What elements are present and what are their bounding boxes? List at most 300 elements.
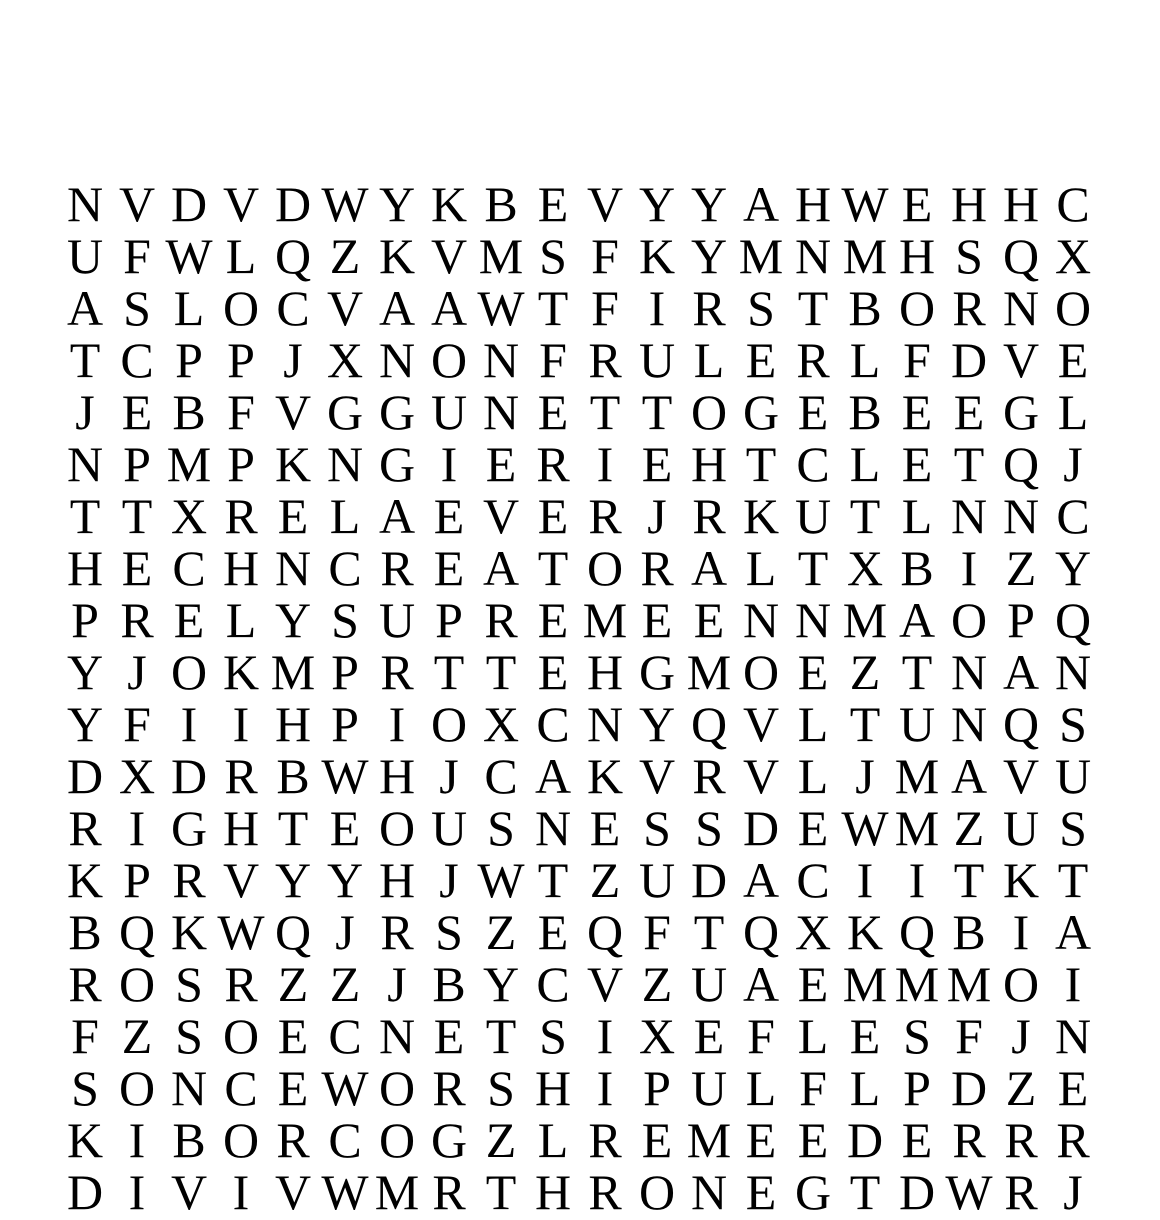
- grid-letter[interactable]: T: [693, 904, 725, 960]
- grid-letter[interactable]: C: [328, 1008, 362, 1064]
- grid-letter[interactable]: V: [1002, 332, 1040, 388]
- grid-letter[interactable]: W: [165, 228, 213, 284]
- grid-letter[interactable]: O: [430, 696, 468, 752]
- grid-letter[interactable]: V: [222, 852, 260, 908]
- grid-letter[interactable]: H: [378, 748, 416, 804]
- grid-letter[interactable]: W: [477, 852, 525, 908]
- grid-letter[interactable]: E: [901, 176, 933, 232]
- grid-letter[interactable]: R: [224, 748, 258, 804]
- grid-letter[interactable]: R: [588, 1112, 622, 1168]
- grid-letter[interactable]: L: [745, 1060, 777, 1116]
- grid-letter[interactable]: V: [638, 748, 676, 804]
- grid-letter[interactable]: K: [66, 852, 104, 908]
- grid-letter[interactable]: J: [75, 384, 95, 440]
- grid-letter[interactable]: S: [695, 800, 723, 856]
- grid-letter[interactable]: Q: [274, 904, 312, 960]
- grid-letter[interactable]: E: [745, 1112, 777, 1168]
- grid-letter[interactable]: F: [123, 228, 151, 284]
- grid-letter[interactable]: S: [955, 228, 983, 284]
- grid-letter[interactable]: B: [484, 176, 518, 232]
- grid-letter[interactable]: V: [1002, 748, 1040, 804]
- grid-letter[interactable]: R: [380, 644, 414, 700]
- grid-letter[interactable]: U: [794, 488, 832, 544]
- grid-letter[interactable]: Z: [1005, 540, 1037, 596]
- grid-letter[interactable]: U: [638, 332, 676, 388]
- grid-letter[interactable]: P: [1007, 592, 1035, 648]
- grid-letter[interactable]: J: [387, 956, 407, 1012]
- grid-letter[interactable]: L: [329, 488, 361, 544]
- grid-letter[interactable]: H: [534, 1164, 572, 1220]
- grid-letter[interactable]: F: [903, 332, 931, 388]
- grid-letter[interactable]: P: [435, 592, 463, 648]
- grid-letter[interactable]: S: [123, 280, 151, 336]
- grid-letter[interactable]: X: [1054, 228, 1092, 284]
- grid-letter[interactable]: B: [432, 956, 466, 1012]
- grid-letter[interactable]: U: [690, 1060, 728, 1116]
- grid-letter[interactable]: K: [274, 436, 312, 492]
- grid-letter[interactable]: A: [66, 280, 104, 336]
- grid-letter[interactable]: A: [742, 852, 780, 908]
- grid-letter[interactable]: P: [331, 696, 359, 752]
- grid-letter[interactable]: T: [121, 488, 153, 544]
- grid-letter[interactable]: C: [536, 696, 570, 752]
- grid-letter[interactable]: K: [846, 904, 884, 960]
- grid-letter[interactable]: E: [797, 800, 829, 856]
- grid-letter[interactable]: Q: [1002, 228, 1040, 284]
- grid-letter[interactable]: R: [692, 748, 726, 804]
- grid-letter[interactable]: E: [537, 176, 569, 232]
- grid-letter[interactable]: N: [274, 540, 312, 596]
- grid-letter[interactable]: O: [1054, 280, 1092, 336]
- grid-letter[interactable]: O: [170, 644, 208, 700]
- grid-letter[interactable]: M: [842, 592, 888, 648]
- grid-letter[interactable]: L: [745, 540, 777, 596]
- grid-letter[interactable]: O: [378, 1060, 416, 1116]
- grid-letter[interactable]: E: [537, 592, 569, 648]
- grid-letter[interactable]: P: [175, 332, 203, 388]
- grid-letter[interactable]: V: [742, 696, 780, 752]
- grid-letter[interactable]: B: [848, 384, 882, 440]
- grid-letter[interactable]: O: [378, 1112, 416, 1168]
- grid-letter[interactable]: Y: [690, 228, 728, 284]
- grid-letter[interactable]: W: [477, 280, 525, 336]
- grid-letter[interactable]: E: [641, 1112, 673, 1168]
- grid-letter[interactable]: C: [328, 540, 362, 596]
- grid-letter[interactable]: H: [222, 540, 260, 596]
- grid-letter[interactable]: J: [127, 644, 147, 700]
- grid-letter[interactable]: T: [849, 488, 881, 544]
- grid-letter[interactable]: K: [170, 904, 208, 960]
- grid-letter[interactable]: T: [953, 436, 985, 492]
- grid-letter[interactable]: D: [950, 1060, 988, 1116]
- grid-letter[interactable]: E: [277, 488, 309, 544]
- grid-letter[interactable]: N: [378, 332, 416, 388]
- grid-letter[interactable]: E: [537, 904, 569, 960]
- grid-letter[interactable]: W: [321, 176, 369, 232]
- grid-letter[interactable]: G: [1002, 384, 1040, 440]
- grid-letter[interactable]: A: [482, 540, 520, 596]
- grid-letter[interactable]: R: [224, 956, 258, 1012]
- grid-letter[interactable]: U: [1002, 800, 1040, 856]
- grid-letter[interactable]: X: [482, 696, 520, 752]
- grid-letter[interactable]: T: [485, 644, 517, 700]
- grid-letter[interactable]: B: [848, 280, 882, 336]
- grid-letter[interactable]: J: [855, 748, 875, 804]
- grid-letter[interactable]: P: [123, 852, 151, 908]
- grid-letter[interactable]: A: [378, 280, 416, 336]
- grid-letter[interactable]: Z: [953, 800, 985, 856]
- grid-letter[interactable]: E: [1057, 332, 1089, 388]
- grid-letter[interactable]: N: [326, 436, 364, 492]
- grid-letter[interactable]: R: [484, 592, 518, 648]
- grid-letter[interactable]: S: [435, 904, 463, 960]
- grid-letter[interactable]: V: [326, 280, 364, 336]
- grid-letter[interactable]: L: [537, 1112, 569, 1168]
- grid-letter[interactable]: Y: [66, 644, 104, 700]
- grid-letter[interactable]: S: [747, 280, 775, 336]
- grid-letter[interactable]: Y: [1054, 540, 1092, 596]
- grid-letter[interactable]: T: [745, 436, 777, 492]
- grid-letter[interactable]: T: [433, 644, 465, 700]
- grid-letter[interactable]: G: [378, 384, 416, 440]
- grid-letter[interactable]: C: [276, 280, 310, 336]
- grid-letter[interactable]: Q: [1002, 696, 1040, 752]
- grid-letter[interactable]: F: [71, 1008, 99, 1064]
- grid-letter[interactable]: P: [71, 592, 99, 648]
- grid-letter[interactable]: I: [596, 1060, 614, 1116]
- grid-letter[interactable]: O: [118, 1060, 156, 1116]
- grid-letter[interactable]: E: [537, 384, 569, 440]
- grid-letter[interactable]: A: [950, 748, 988, 804]
- grid-letter[interactable]: B: [900, 540, 934, 596]
- grid-letter[interactable]: S: [643, 800, 671, 856]
- grid-letter[interactable]: A: [534, 748, 572, 804]
- grid-letter[interactable]: S: [903, 1008, 931, 1064]
- grid-letter[interactable]: H: [222, 800, 260, 856]
- grid-letter[interactable]: M: [894, 748, 940, 804]
- grid-letter[interactable]: B: [952, 904, 986, 960]
- grid-letter[interactable]: E: [173, 592, 205, 648]
- grid-letter[interactable]: D: [690, 852, 728, 908]
- grid-letter[interactable]: H: [378, 852, 416, 908]
- grid-letter[interactable]: Q: [118, 904, 156, 960]
- grid-letter[interactable]: N: [1002, 488, 1040, 544]
- grid-letter[interactable]: J: [439, 748, 459, 804]
- grid-letter[interactable]: E: [277, 1008, 309, 1064]
- grid-letter[interactable]: M: [686, 1112, 732, 1168]
- grid-letter[interactable]: N: [690, 1164, 728, 1220]
- grid-letter[interactable]: Z: [121, 1008, 153, 1064]
- grid-letter[interactable]: T: [641, 384, 673, 440]
- grid-letter[interactable]: H: [274, 696, 312, 752]
- grid-letter[interactable]: I: [128, 800, 146, 856]
- grid-letter[interactable]: Z: [277, 956, 309, 1012]
- grid-letter[interactable]: H: [1002, 176, 1040, 232]
- grid-letter[interactable]: F: [747, 1008, 775, 1064]
- grid-letter[interactable]: R: [952, 1112, 986, 1168]
- grid-letter[interactable]: R: [380, 904, 414, 960]
- grid-letter[interactable]: E: [693, 1008, 725, 1064]
- grid-letter[interactable]: F: [591, 280, 619, 336]
- grid-letter[interactable]: F: [123, 696, 151, 752]
- grid-letter[interactable]: T: [485, 1164, 517, 1220]
- grid-letter[interactable]: Y: [690, 176, 728, 232]
- grid-letter[interactable]: Y: [638, 176, 676, 232]
- grid-letter[interactable]: V: [586, 176, 624, 232]
- grid-letter[interactable]: Z: [1005, 1060, 1037, 1116]
- grid-letter[interactable]: Y: [638, 696, 676, 752]
- grid-letter[interactable]: P: [227, 436, 255, 492]
- grid-letter[interactable]: J: [1063, 1164, 1083, 1220]
- grid-letter[interactable]: E: [797, 644, 829, 700]
- grid-letter[interactable]: U: [430, 384, 468, 440]
- grid-letter[interactable]: M: [842, 228, 888, 284]
- grid-letter[interactable]: T: [901, 644, 933, 700]
- grid-letter[interactable]: O: [222, 280, 260, 336]
- grid-letter[interactable]: N: [482, 384, 520, 440]
- grid-letter[interactable]: C: [1056, 176, 1090, 232]
- grid-letter[interactable]: S: [487, 800, 515, 856]
- grid-letter[interactable]: E: [537, 644, 569, 700]
- grid-letter[interactable]: I: [856, 852, 874, 908]
- grid-letter[interactable]: D: [274, 176, 312, 232]
- grid-letter[interactable]: W: [217, 904, 265, 960]
- grid-letter[interactable]: N: [378, 1008, 416, 1064]
- grid-letter[interactable]: T: [485, 1008, 517, 1064]
- grid-letter[interactable]: L: [225, 592, 257, 648]
- grid-letter[interactable]: R: [588, 1164, 622, 1220]
- grid-letter[interactable]: I: [596, 1008, 614, 1064]
- grid-letter[interactable]: F: [643, 904, 671, 960]
- grid-letter[interactable]: U: [430, 800, 468, 856]
- grid-letter[interactable]: C: [172, 540, 206, 596]
- grid-letter[interactable]: E: [277, 1060, 309, 1116]
- grid-letter[interactable]: M: [894, 800, 940, 856]
- grid-letter[interactable]: N: [794, 228, 832, 284]
- grid-letter[interactable]: K: [222, 644, 260, 700]
- grid-letter[interactable]: E: [797, 956, 829, 1012]
- grid-letter[interactable]: N: [950, 644, 988, 700]
- grid-letter[interactable]: D: [742, 800, 780, 856]
- grid-letter[interactable]: Q: [690, 696, 728, 752]
- grid-letter[interactable]: W: [321, 1060, 369, 1116]
- grid-letter[interactable]: J: [283, 332, 303, 388]
- grid-letter[interactable]: N: [170, 1060, 208, 1116]
- grid-letter[interactable]: C: [484, 748, 518, 804]
- grid-letter[interactable]: E: [797, 384, 829, 440]
- grid-letter[interactable]: E: [485, 436, 517, 492]
- grid-letter[interactable]: K: [66, 1112, 104, 1168]
- grid-letter[interactable]: N: [950, 696, 988, 752]
- grid-letter[interactable]: I: [128, 1112, 146, 1168]
- grid-letter[interactable]: X: [118, 748, 156, 804]
- grid-letter[interactable]: M: [686, 644, 732, 700]
- grid-letter[interactable]: T: [589, 384, 621, 440]
- grid-letter[interactable]: C: [796, 436, 830, 492]
- grid-letter[interactable]: K: [430, 176, 468, 232]
- grid-letter[interactable]: O: [222, 1008, 260, 1064]
- grid-letter[interactable]: Z: [329, 956, 361, 1012]
- grid-letter[interactable]: U: [1054, 748, 1092, 804]
- grid-letter[interactable]: J: [1063, 436, 1083, 492]
- grid-letter[interactable]: F: [955, 1008, 983, 1064]
- grid-letter[interactable]: M: [374, 1164, 420, 1220]
- grid-letter[interactable]: L: [693, 332, 725, 388]
- grid-letter[interactable]: M: [946, 956, 992, 1012]
- grid-letter[interactable]: H: [690, 436, 728, 492]
- grid-letter[interactable]: E: [953, 384, 985, 440]
- grid-letter[interactable]: O: [950, 592, 988, 648]
- grid-letter[interactable]: R: [276, 1112, 310, 1168]
- grid-letter[interactable]: V: [742, 748, 780, 804]
- grid-letter[interactable]: K: [638, 228, 676, 284]
- grid-letter[interactable]: H: [794, 176, 832, 232]
- grid-letter[interactable]: A: [742, 176, 780, 232]
- grid-letter[interactable]: R: [796, 332, 830, 388]
- grid-letter[interactable]: D: [950, 332, 988, 388]
- grid-letter[interactable]: I: [648, 280, 666, 336]
- grid-letter[interactable]: W: [841, 800, 889, 856]
- grid-letter[interactable]: C: [120, 332, 154, 388]
- grid-letter[interactable]: T: [797, 280, 829, 336]
- grid-letter[interactable]: D: [66, 1164, 104, 1220]
- grid-letter[interactable]: T: [1057, 852, 1089, 908]
- grid-letter[interactable]: L: [901, 488, 933, 544]
- grid-letter[interactable]: A: [898, 592, 936, 648]
- grid-letter[interactable]: L: [225, 228, 257, 284]
- grid-letter[interactable]: G: [742, 384, 780, 440]
- grid-letter[interactable]: M: [842, 956, 888, 1012]
- grid-letter[interactable]: Y: [274, 852, 312, 908]
- grid-letter[interactable]: A: [378, 488, 416, 544]
- grid-letter[interactable]: X: [794, 904, 832, 960]
- grid-letter[interactable]: E: [797, 1112, 829, 1168]
- grid-letter[interactable]: O: [742, 644, 780, 700]
- grid-letter[interactable]: M: [478, 228, 524, 284]
- grid-letter[interactable]: F: [799, 1060, 827, 1116]
- grid-letter[interactable]: I: [908, 852, 926, 908]
- grid-letter[interactable]: G: [378, 436, 416, 492]
- grid-letter[interactable]: L: [849, 436, 881, 492]
- grid-letter[interactable]: T: [69, 332, 101, 388]
- grid-letter[interactable]: Z: [849, 644, 881, 700]
- grid-letter[interactable]: S: [539, 1008, 567, 1064]
- grid-letter[interactable]: T: [849, 1164, 881, 1220]
- grid-letter[interactable]: C: [224, 1060, 258, 1116]
- grid-letter[interactable]: V: [118, 176, 156, 232]
- grid-letter[interactable]: O: [690, 384, 728, 440]
- grid-letter[interactable]: H: [66, 540, 104, 596]
- grid-letter[interactable]: M: [894, 956, 940, 1012]
- grid-letter[interactable]: P: [227, 332, 255, 388]
- grid-letter[interactable]: N: [950, 488, 988, 544]
- grid-letter[interactable]: N: [1054, 644, 1092, 700]
- grid-letter[interactable]: D: [170, 748, 208, 804]
- grid-letter[interactable]: V: [274, 384, 312, 440]
- grid-letter[interactable]: W: [321, 1164, 369, 1220]
- grid-letter[interactable]: E: [745, 1164, 777, 1220]
- grid-letter[interactable]: R: [120, 592, 154, 648]
- grid-letter[interactable]: R: [692, 488, 726, 544]
- grid-letter[interactable]: R: [172, 852, 206, 908]
- grid-letter[interactable]: R: [952, 280, 986, 336]
- grid-letter[interactable]: T: [797, 540, 829, 596]
- grid-letter[interactable]: P: [331, 644, 359, 700]
- grid-letter[interactable]: Z: [329, 228, 361, 284]
- grid-letter[interactable]: X: [326, 332, 364, 388]
- grid-letter[interactable]: E: [745, 332, 777, 388]
- grid-letter[interactable]: S: [175, 956, 203, 1012]
- grid-letter[interactable]: V: [482, 488, 520, 544]
- grid-letter[interactable]: C: [796, 852, 830, 908]
- grid-letter[interactable]: S: [1059, 696, 1087, 752]
- grid-letter[interactable]: S: [487, 1060, 515, 1116]
- grid-letter[interactable]: O: [378, 800, 416, 856]
- grid-letter[interactable]: M: [270, 644, 316, 700]
- grid-letter[interactable]: F: [591, 228, 619, 284]
- grid-letter[interactable]: A: [690, 540, 728, 596]
- grid-letter[interactable]: R: [68, 956, 102, 1012]
- grid-letter[interactable]: D: [66, 748, 104, 804]
- grid-letter[interactable]: J: [1011, 1008, 1031, 1064]
- grid-letter[interactable]: R: [432, 1060, 466, 1116]
- grid-letter[interactable]: H: [534, 1060, 572, 1116]
- grid-letter[interactable]: E: [641, 592, 673, 648]
- grid-letter[interactable]: U: [378, 592, 416, 648]
- grid-letter[interactable]: E: [433, 488, 465, 544]
- grid-letter[interactable]: D: [170, 176, 208, 232]
- grid-letter[interactable]: P: [123, 436, 151, 492]
- grid-letter[interactable]: R: [1056, 1112, 1090, 1168]
- grid-letter[interactable]: N: [66, 436, 104, 492]
- grid-letter[interactable]: A: [742, 956, 780, 1012]
- grid-letter[interactable]: E: [589, 800, 621, 856]
- grid-letter[interactable]: E: [641, 436, 673, 492]
- grid-letter[interactable]: T: [537, 540, 569, 596]
- grid-letter[interactable]: N: [534, 800, 572, 856]
- grid-letter[interactable]: U: [638, 852, 676, 908]
- grid-letter[interactable]: Q: [898, 904, 936, 960]
- grid-letter[interactable]: O: [430, 332, 468, 388]
- grid-letter[interactable]: R: [588, 332, 622, 388]
- grid-letter[interactable]: G: [326, 384, 364, 440]
- grid-letter[interactable]: T: [537, 280, 569, 336]
- grid-letter[interactable]: N: [1002, 280, 1040, 336]
- grid-letter[interactable]: O: [638, 1164, 676, 1220]
- grid-letter[interactable]: R: [432, 1164, 466, 1220]
- grid-letter[interactable]: F: [227, 384, 255, 440]
- grid-letter[interactable]: V: [222, 176, 260, 232]
- grid-letter[interactable]: E: [433, 540, 465, 596]
- grid-letter[interactable]: K: [742, 488, 780, 544]
- grid-letter[interactable]: N: [482, 332, 520, 388]
- grid-letter[interactable]: O: [898, 280, 936, 336]
- grid-letter[interactable]: U: [898, 696, 936, 752]
- grid-letter[interactable]: Z: [589, 852, 621, 908]
- grid-letter[interactable]: R: [588, 488, 622, 544]
- grid-letter[interactable]: T: [69, 488, 101, 544]
- grid-letter[interactable]: O: [222, 1112, 260, 1168]
- grid-letter[interactable]: V: [430, 228, 468, 284]
- grid-letter[interactable]: B: [172, 384, 206, 440]
- grid-letter[interactable]: W: [841, 176, 889, 232]
- grid-letter[interactable]: Q: [1054, 592, 1092, 648]
- grid-letter[interactable]: K: [586, 748, 624, 804]
- grid-letter[interactable]: H: [950, 176, 988, 232]
- grid-letter[interactable]: L: [797, 1008, 829, 1064]
- grid-letter[interactable]: M: [738, 228, 784, 284]
- grid-letter[interactable]: E: [121, 384, 153, 440]
